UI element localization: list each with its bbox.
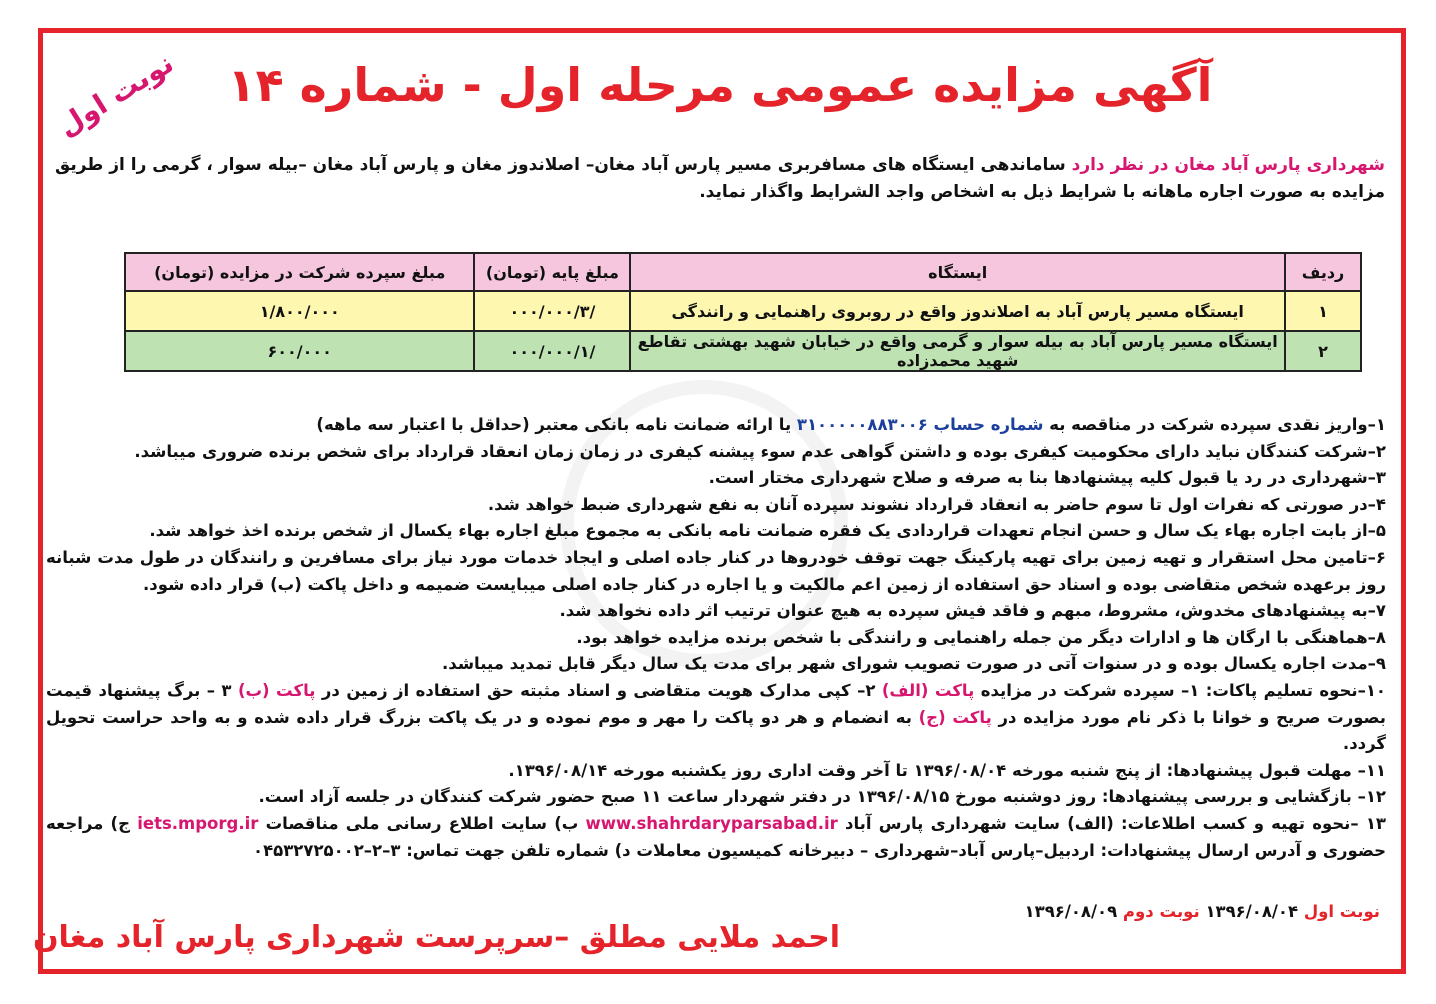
condition-item-7: ۷–به پیشنهادهای مخدوش، مشروط، مبهم و فاقد فیش سپرده به هیچ عنوان ترتیب اثر داده نخواهد شد. <box>559 601 1386 621</box>
municipality-website-link[interactable]: www.shahrdaryparsabad.ir <box>585 813 838 833</box>
intro-highlight: شهرداری پارس آباد مغان در نظر دارد <box>1071 155 1385 175</box>
publication-stamp: نوبت اول <box>52 46 180 143</box>
condition-item-10: ۱۰–نحوه تسلیم پاکات: ۱– سپرده شرکت در مزایده پاکت (الف) ۲– کپی مدارک هویت متقاضی و اسناد مثبته حق استفاده از زمین در پاکت (ب) ۳ – برگ پیشنهاد قیمت بصورت صریح و خوانا با ذکر نام مورد مزایده در پاکت (ج) به انضمام و هر دو پاکت را مهر و موم نموده و در یک پاکت بزرگ قرار داده شده و به واحد حراست تحویل گردد. <box>46 680 1387 754</box>
condition-item-4: ۴–در صورتی که نفرات اول تا سوم حاضر به انعقاد قرارداد نشوند سپرده آنان به نفع شهرداری ضبط خواهد شد. <box>487 494 1386 514</box>
envelope-a: پاکت (الف) <box>881 680 975 700</box>
condition-item-11: ۱۱– مهلت قبول پیشنهادها: از پنج شنبه مورخه ۱۳۹۶/۰۸/۰۴ تا آخر وقت اداری روز یکشنبه مورخه ۱۳۹۶/۰۸/۱۴. <box>508 760 1386 780</box>
header-row-number: ردیف <box>1285 253 1361 291</box>
condition-item-2: ۲–شرکت کنندگان نباید دارای محکومیت کیفری بوده و داشتن گواهی عدم سوء پیشنه کیفری در زمان زمان انعقاد قرارداد برای شخص برنده ضروری میباشد. <box>134 441 1386 461</box>
table-header-row <box>125 253 1361 291</box>
table-row <box>125 291 1361 331</box>
table-row <box>125 331 1361 371</box>
cell-row-number: ۱ <box>1285 291 1361 331</box>
cell-deposit: ۱/۸۰۰/۰۰۰ <box>125 291 474 331</box>
stations-table <box>124 252 1362 372</box>
first-publication-label: نوبت اول <box>1303 902 1380 921</box>
condition-item-1: ۱–واریز نقدی سپرده شرکت در مناقصه به شماره حساب ۳۱۰۰۰۰۰۸۸۳۰۰۶ یا ارائه ضمانت نامه بانکی معتبر (حداقل با اعتبار سه ماهه) <box>316 415 1386 434</box>
cell-base-price: /۰۰۰/۰۰۰/۳ <box>474 291 630 331</box>
header-deposit: مبلغ سپرده شرکت در مزایده (تومان) <box>125 253 474 291</box>
publication-dates <box>300 902 1380 921</box>
intro-paragraph <box>55 152 1385 206</box>
second-publication-date: ۱۳۹۶/۰۸/۰۹ <box>1024 902 1118 921</box>
account-number: شماره حساب ۳۱۰۰۰۰۰۸۸۳۰۰۶ <box>796 415 1044 434</box>
envelope-c: پاکت (ج) <box>918 707 992 727</box>
condition-item-12: ۱۲– بازگشایی و بررسی پیشنهادها: روز دوشنبه مورخ ۱۳۹۶/۰۸/۱۵ در دفتر شهردار ساعت ۱۱ صبح حضور شرکت کنندگان در جلسه آزاد است. <box>258 787 1386 807</box>
cell-base-price: /۰۰۰/۰۰۰/۱ <box>474 331 630 371</box>
header-base-price: مبلغ پایه (تومان) <box>474 253 630 291</box>
cell-row-number: ۲ <box>1285 331 1361 371</box>
tenders-website-link[interactable]: iets.mporg.ir <box>137 813 259 833</box>
second-publication-label: نوبت دوم <box>1122 902 1200 921</box>
intro-text: ساماندهی ایستگاه های مسافربری مسیر پارس آباد مغان– اصلاندوز مغان و پارس آباد مغان –بیله سوار ، گرمی را از طریق مزایده به صورت اجاره ماهانه با شرایط ذیل به اشخاص واجد الشرایط واگذار نماید. <box>55 155 1385 202</box>
condition-item-6: ۶–تامین محل استقرار و تهیه زمین برای تهیه پارکینگ جهت توقف خودروها در کنار جاده اصلی و ایجاد خدمات مورد نیاز برای مسافرین و رانندگان در طول مدت شبانه روز برعهده شخص متقاضی بوده و اسناد حق استفاده از زمین اعم مالکیت و یا اجاره در کنار جاده اصلی میبایست ضمیمه و داخل پاکت (ب) قرار داده شود. <box>46 547 1386 594</box>
cell-station: ایستگاه مسیر پارس آباد به اصلاندوز واقع در روبروی راهنمایی و رانندگی <box>630 291 1285 331</box>
condition-item-9: ۹–مدت اجاره یکسال بوده و در سنوات آتی در صورت تصویب شورای شهر برای مدت یک سال دیگر قابل تمدید میباشد. <box>442 654 1386 674</box>
signature: احمد ملایی مطلق –سرپرست شهرداری پارس آباد مغان <box>32 920 840 955</box>
condition-item-13: ۱۳ –نحوه تهیه و کسب اطلاعات: (الف) سایت شهرداری پارس آباد www.shahrdaryparsabad.ir ب) سایت اطلاع رسانی ملی مناقصات iets.mporg.ir ج) مراجعه حضوری و آدرس ارسال پیشنهادات: اردبیل–پارس آباد–شهرداری – دبیرخانه کمیسیون معاملات د) شماره تلفن جهت تماس: ۳–۲–۰۴۵۳۲۷۲۵۰۰۲ <box>46 813 1386 860</box>
first-publication-date: ۱۳۹۶/۰۸/۰۴ <box>1205 902 1299 921</box>
ad-title: آگهی مزایده عمومی مرحله اول - شماره ۱۴ <box>227 58 1213 112</box>
condition-item-8: ۸–هماهنگی با ارگان ها و ادارات دیگر من جمله راهنمایی و رانندگی با شخص برنده مزایده خواهد بود. <box>576 627 1386 647</box>
conditions-list <box>46 412 1386 864</box>
header-station: ایستگاه <box>630 253 1285 291</box>
cell-deposit: ۶۰۰/۰۰۰ <box>125 331 474 371</box>
condition-item-5: ۵–از بابت اجاره بهاء یک سال و حسن انجام تعهدات قراردادی یک فقره ضمانت نامه بانکی به مجموع مبلغ اجاره بهاء یکسال از شخص برنده اخذ خواهد شد. <box>149 521 1386 541</box>
envelope-b: پاکت (ب) <box>237 680 316 700</box>
cell-station: ایستگاه مسیر پارس آباد به بیله سوار و گرمی واقع در خیابان شهید بهشتی تقاطع شهید محمدزاده <box>630 331 1285 371</box>
condition-item-3: ۳–شهرداری در رد یا قبول کلیه پیشنهادها بنا به صرفه و صلاح شهرداری مختار است. <box>708 468 1386 488</box>
